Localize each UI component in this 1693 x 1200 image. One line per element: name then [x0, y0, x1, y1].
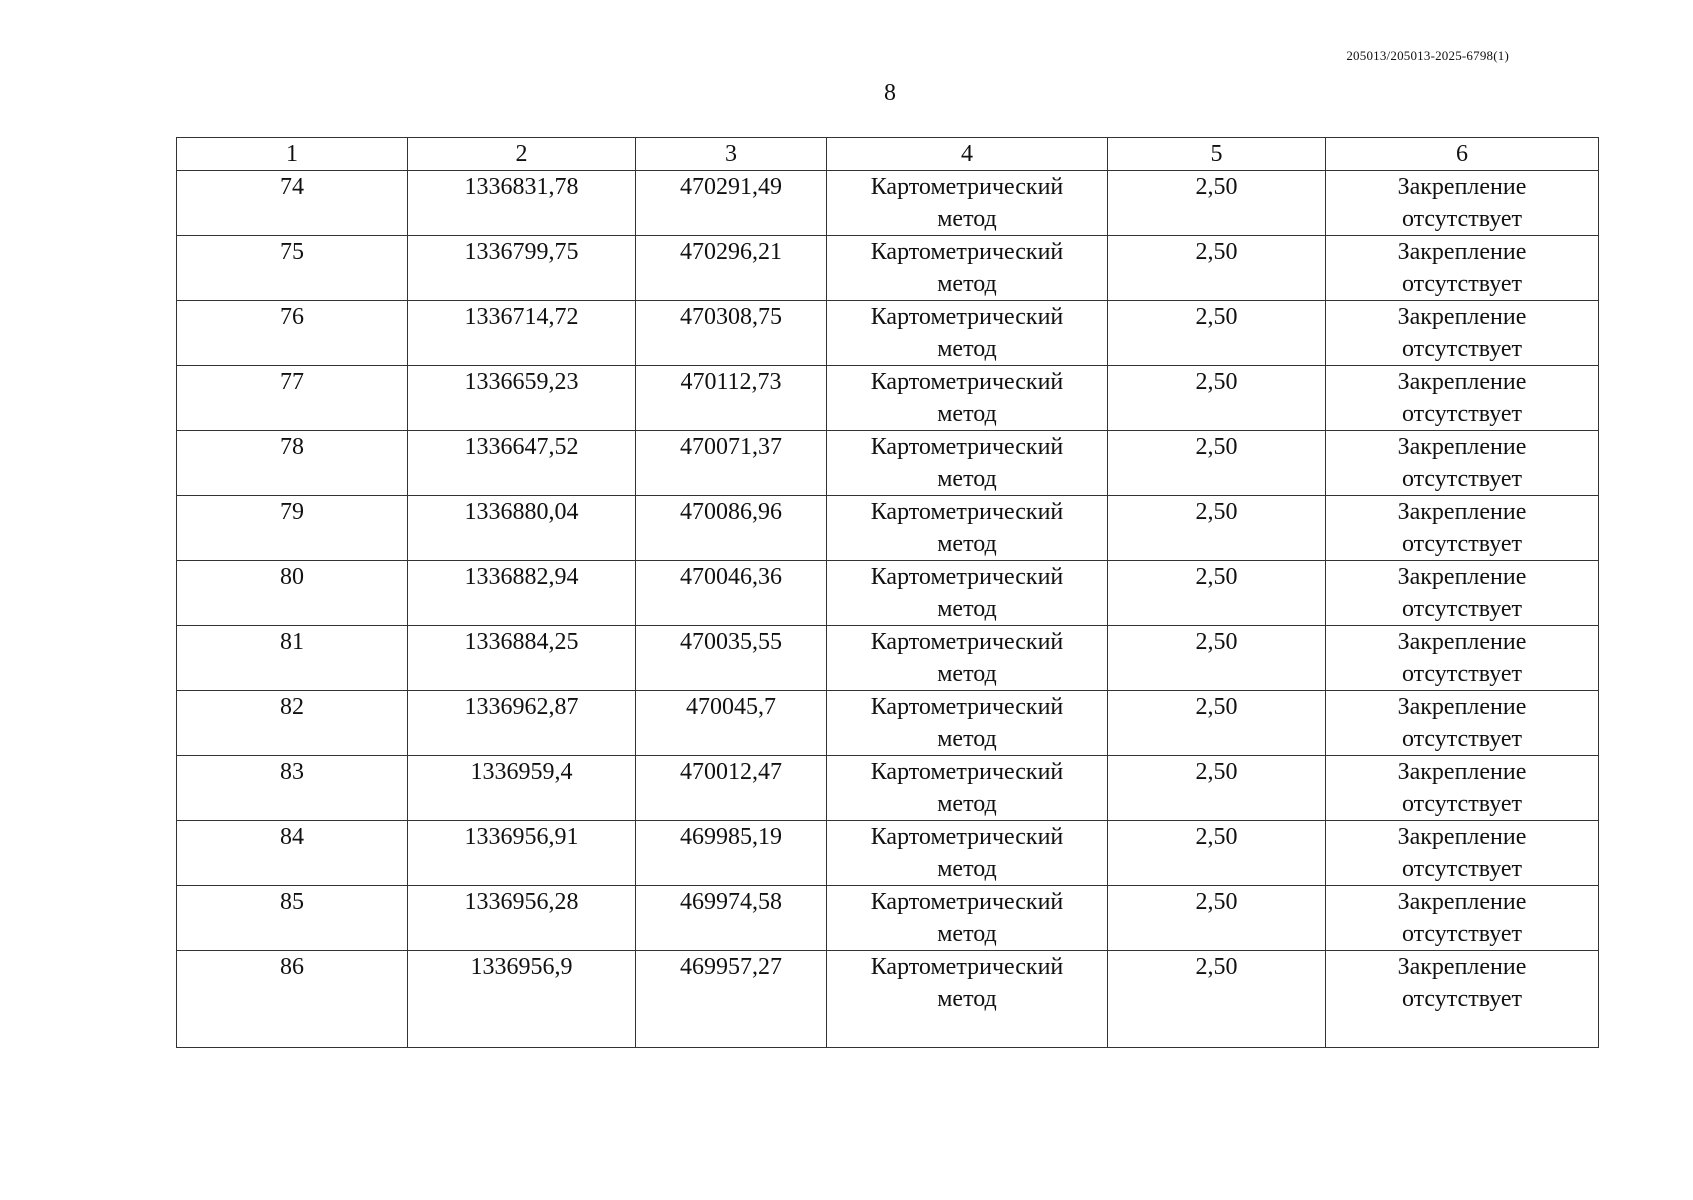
- method-cell: [827, 431, 1108, 496]
- method-cell-line-2: метод: [937, 661, 997, 687]
- coordinate-y-cell: 470308,75: [636, 301, 827, 366]
- fixing-cell-line-2: отсутствует: [1401, 596, 1523, 622]
- accuracy-cell: 2,50: [1108, 301, 1326, 366]
- method-cell-line-1: Картометрический: [870, 369, 1064, 395]
- document-id: 205013/205013-2025-6798(1): [1346, 48, 1509, 63]
- table-row: [177, 431, 1599, 496]
- method-cell-line-1: Картометрический: [870, 564, 1064, 590]
- coordinates-table-container: [176, 137, 1598, 1048]
- fixing-cell: [1326, 691, 1599, 756]
- method-cell: [827, 821, 1108, 886]
- coordinate-y-cell: 470045,7: [636, 691, 827, 756]
- method-cell-line-2: метод: [937, 531, 997, 557]
- fixing-cell: [1326, 886, 1599, 951]
- method-cell-line-2: метод: [937, 856, 997, 882]
- header-cell-5: 5: [1108, 138, 1326, 171]
- accuracy-cell: 2,50: [1108, 236, 1326, 301]
- coordinate-x-cell: 1336799,75: [408, 236, 636, 301]
- point-number-cell: 78: [177, 431, 408, 496]
- method-cell-line-1: Картометрический: [870, 759, 1064, 785]
- fixing-cell-line-2: отсутствует: [1401, 336, 1523, 362]
- coordinates-table: [176, 137, 1599, 1048]
- table-row: [177, 171, 1599, 236]
- method-cell-line-2: метод: [937, 986, 997, 1012]
- method-cell-line-1: Картометрический: [870, 694, 1064, 720]
- coordinate-x-cell: 1336956,91: [408, 821, 636, 886]
- coordinate-x-cell: 1336659,23: [408, 366, 636, 431]
- method-cell: [827, 691, 1108, 756]
- method-cell-line-1: Картометрический: [870, 304, 1064, 330]
- coordinate-x-cell: 1336831,78: [408, 171, 636, 236]
- coordinate-y-cell: 470012,47: [636, 756, 827, 821]
- coordinate-y-cell: 470071,37: [636, 431, 827, 496]
- coordinate-x-cell: 1336647,52: [408, 431, 636, 496]
- accuracy-cell: 2,50: [1108, 171, 1326, 236]
- table-body: [177, 171, 1599, 1048]
- fixing-cell-line-1: Закрепление: [1397, 759, 1527, 785]
- fixing-cell-line-1: Закрепление: [1397, 824, 1527, 850]
- fixing-cell-line-2: отсутствует: [1401, 921, 1523, 947]
- fixing-cell-line-1: Закрепление: [1397, 304, 1527, 330]
- method-cell-line-2: метод: [937, 726, 997, 752]
- header-cell-2: 2: [408, 138, 636, 171]
- method-cell-line-1: Картометрический: [870, 499, 1064, 525]
- point-number-cell: 81: [177, 626, 408, 691]
- coordinate-x-cell: 1336882,94: [408, 561, 636, 626]
- table-row: [177, 886, 1599, 951]
- fixing-cell: [1326, 561, 1599, 626]
- fixing-cell-line-1: Закрепление: [1397, 239, 1527, 265]
- coordinate-y-cell: 470291,49: [636, 171, 827, 236]
- method-cell: [827, 561, 1108, 626]
- fixing-cell: [1326, 756, 1599, 821]
- method-cell: [827, 171, 1108, 236]
- fixing-cell-line-2: отсутствует: [1401, 206, 1523, 232]
- point-number-cell: 79: [177, 496, 408, 561]
- fixing-cell: [1326, 951, 1599, 1048]
- header-cell-3: 3: [636, 138, 827, 171]
- page-number: 8: [884, 80, 896, 106]
- coordinate-y-cell: 469957,27: [636, 951, 827, 1048]
- point-number-cell: 74: [177, 171, 408, 236]
- accuracy-cell: 2,50: [1108, 756, 1326, 821]
- method-cell: [827, 626, 1108, 691]
- coordinate-x-cell: 1336714,72: [408, 301, 636, 366]
- accuracy-cell: 2,50: [1108, 821, 1326, 886]
- accuracy-cell: 2,50: [1108, 496, 1326, 561]
- method-cell: [827, 951, 1108, 1048]
- fixing-cell-line-1: Закрепление: [1397, 434, 1527, 460]
- coordinate-x-cell: 1336956,28: [408, 886, 636, 951]
- method-cell-line-2: метод: [937, 791, 997, 817]
- accuracy-cell: 2,50: [1108, 561, 1326, 626]
- point-number-cell: 80: [177, 561, 408, 626]
- fixing-cell-line-2: отсутствует: [1401, 986, 1523, 1012]
- coordinate-y-cell: 469985,19: [636, 821, 827, 886]
- fixing-cell: [1326, 431, 1599, 496]
- coordinate-y-cell: 470035,55: [636, 626, 827, 691]
- table-row: [177, 301, 1599, 366]
- fixing-cell-line-1: Закрепление: [1397, 694, 1527, 720]
- point-number-cell: 77: [177, 366, 408, 431]
- fixing-cell-line-1: Закрепление: [1397, 564, 1527, 590]
- method-cell-line-2: метод: [937, 401, 997, 427]
- fixing-cell-line-2: отсутствует: [1401, 856, 1523, 882]
- coordinate-y-cell: 470112,73: [636, 366, 827, 431]
- coordinate-y-cell: 470296,21: [636, 236, 827, 301]
- table-row: [177, 626, 1599, 691]
- table-row: [177, 951, 1599, 1048]
- fixing-cell-line-1: Закрепление: [1397, 174, 1527, 200]
- accuracy-cell: 2,50: [1108, 626, 1326, 691]
- method-cell-line-1: Картометрический: [870, 239, 1064, 265]
- fixing-cell-line-2: отсутствует: [1401, 791, 1523, 817]
- method-cell-line-2: метод: [937, 271, 997, 297]
- fixing-cell-line-2: отсутствует: [1401, 401, 1523, 427]
- coordinate-x-cell: 1336956,9: [408, 951, 636, 1048]
- point-number-cell: 83: [177, 756, 408, 821]
- table-row: [177, 821, 1599, 886]
- accuracy-cell: 2,50: [1108, 886, 1326, 951]
- point-number-cell: 82: [177, 691, 408, 756]
- fixing-cell-line-1: Закрепление: [1397, 889, 1527, 915]
- accuracy-cell: 2,50: [1108, 691, 1326, 756]
- fixing-cell: [1326, 171, 1599, 236]
- fixing-cell-line-2: отсутствует: [1401, 726, 1523, 752]
- fixing-cell: [1326, 626, 1599, 691]
- fixing-cell-line-1: Закрепление: [1397, 369, 1527, 395]
- coordinate-x-cell: 1336959,4: [408, 756, 636, 821]
- point-number-cell: 85: [177, 886, 408, 951]
- method-cell-line-2: метод: [937, 206, 997, 232]
- accuracy-cell: 2,50: [1108, 431, 1326, 496]
- coordinate-y-cell: 470046,36: [636, 561, 827, 626]
- method-cell-line-1: Картометрический: [870, 824, 1064, 850]
- method-cell-line-1: Картометрический: [870, 174, 1064, 200]
- coordinate-x-cell: 1336962,87: [408, 691, 636, 756]
- fixing-cell-line-1: Закрепление: [1397, 954, 1527, 980]
- table-row: [177, 691, 1599, 756]
- method-cell-line-2: метод: [937, 596, 997, 622]
- table-row: [177, 561, 1599, 626]
- fixing-cell-line-1: Закрепление: [1397, 499, 1527, 525]
- method-cell: [827, 301, 1108, 366]
- fixing-cell: [1326, 301, 1599, 366]
- fixing-cell-line-2: отсутствует: [1401, 531, 1523, 557]
- method-cell-line-2: метод: [937, 921, 997, 947]
- fixing-cell-line-2: отсутствует: [1401, 661, 1523, 687]
- method-cell-line-1: Картометрический: [870, 629, 1064, 655]
- fixing-cell-line-2: отсутствует: [1401, 271, 1523, 297]
- fixing-cell: [1326, 366, 1599, 431]
- method-cell-line-2: метод: [937, 336, 997, 362]
- table-header: [177, 138, 1599, 171]
- coordinate-x-cell: 1336880,04: [408, 496, 636, 561]
- method-cell: [827, 496, 1108, 561]
- fixing-cell: [1326, 821, 1599, 886]
- point-number-cell: 75: [177, 236, 408, 301]
- header-row: [177, 138, 1599, 171]
- accuracy-cell: 2,50: [1108, 951, 1326, 1048]
- method-cell: [827, 236, 1108, 301]
- coordinate-y-cell: 469974,58: [636, 886, 827, 951]
- point-number-cell: 84: [177, 821, 408, 886]
- fixing-cell-line-1: Закрепление: [1397, 629, 1527, 655]
- table-row: [177, 496, 1599, 561]
- coordinate-y-cell: 470086,96: [636, 496, 827, 561]
- table-row: [177, 756, 1599, 821]
- point-number-cell: 86: [177, 951, 408, 1048]
- table-row: [177, 236, 1599, 301]
- table-row: [177, 366, 1599, 431]
- point-number-cell: 76: [177, 301, 408, 366]
- header-cell-4: 4: [827, 138, 1108, 171]
- method-cell-line-1: Картометрический: [870, 434, 1064, 460]
- method-cell-line-1: Картометрический: [870, 954, 1064, 980]
- accuracy-cell: 2,50: [1108, 366, 1326, 431]
- coordinate-x-cell: 1336884,25: [408, 626, 636, 691]
- fixing-cell: [1326, 236, 1599, 301]
- header-cell-1: 1: [177, 138, 408, 171]
- method-cell-line-1: Картометрический: [870, 889, 1064, 915]
- method-cell-line-2: метод: [937, 466, 997, 492]
- method-cell: [827, 756, 1108, 821]
- method-cell: [827, 886, 1108, 951]
- method-cell: [827, 366, 1108, 431]
- header-cell-6: 6: [1326, 138, 1599, 171]
- fixing-cell: [1326, 496, 1599, 561]
- fixing-cell-line-2: отсутствует: [1401, 466, 1523, 492]
